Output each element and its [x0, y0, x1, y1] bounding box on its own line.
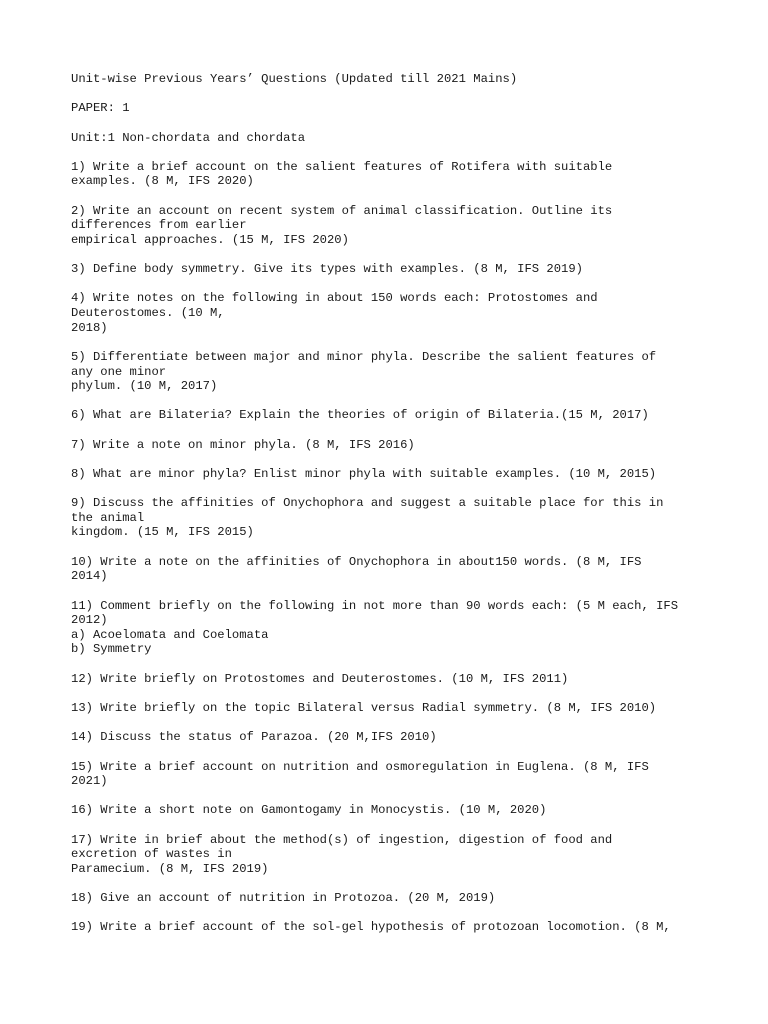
question-item: 1) Write a brief account on the salient features of Rotifera with suitable examples. (8 M, IFS 2020) [71, 159, 613, 189]
paper-label: PAPER: 1 [71, 101, 130, 116]
question-item: 7) Write a note on minor phyla. (8 M, IFS 2016) [71, 437, 415, 452]
question-item: 13) Write briefly on the topic Bilateral versus Radial symmetry. (8 M, IFS 2010) [71, 700, 657, 715]
question-item: 16) Write a short note on Gamontogamy in Monocystis. (10 M, 2020) [71, 803, 547, 818]
question-item: 9) Discuss the affinities of Onychophora and suggest a suitable place for this in the animal kingdom. (15 M, IFS 2015) [71, 496, 664, 540]
question-item: 3) Define body symmetry. Give its types with examples. (8 M, IFS 2019) [71, 262, 583, 277]
question-item: 17) Write in brief about the method(s) of ingestion, digestion of food and excretion of wastes in Paramecium. (8 M, IFS 2019) [71, 832, 613, 876]
question-item: 14) Discuss the status of Parazoa. (20 M,IFS 2010) [71, 730, 437, 745]
question-item: 5) Differentiate between major and minor phyla. Describe the salient features of any one minor phylum. (10 M, 2017) [71, 349, 657, 394]
question-item: 18) Give an account of nutrition in Protozoa. (20 M, 2019) [71, 891, 496, 906]
question-item: 6) What are Bilateria? Explain the theories of origin of Bilateria.(15 M, 2017) [71, 408, 649, 423]
question-item: 8) What are minor phyla? Enlist minor phyla with suitable examples. (10 M, 2015) [71, 466, 657, 481]
document-title: Unit-wise Previous Years’ Questions (Updated till 2021 Mains) [71, 72, 518, 86]
question-item: 12) Write briefly on Protostomes and Deuterostomes. (10 M, IFS 2011) [71, 671, 569, 686]
question-item: 15) Write a brief account on nutrition and osmoregulation in Euglena. (8 M, IFS 2021) [71, 759, 649, 789]
question-list [71, 160, 711, 935]
question-item: 10) Write a note on the affinities of Onychophora in about150 words. (8 M, IFS 2014) [71, 554, 642, 584]
question-item: 2) Write an account on recent system of animal classification. Outline its differences from earlier empirical approaches. (15 M, IFS 2020) [71, 203, 613, 247]
question-item: 11) Comment briefly on the following in not more than 90 words each: (5 M each, IFS 2012) a) Acoelomata and Coelomata b) Symmetry [71, 598, 679, 657]
document-page [71, 72, 711, 950]
unit-heading: Unit:1 Non-chordata and chordata [71, 130, 306, 145]
question-item: 4) Write notes on the following in about 150 words each: Protostomes and Deuterostomes. (10 M, 2018) [71, 291, 598, 335]
question-item: 19) Write a brief account of the sol-gel hypothesis of protozoan locomotion. (8 M, [71, 920, 671, 935]
